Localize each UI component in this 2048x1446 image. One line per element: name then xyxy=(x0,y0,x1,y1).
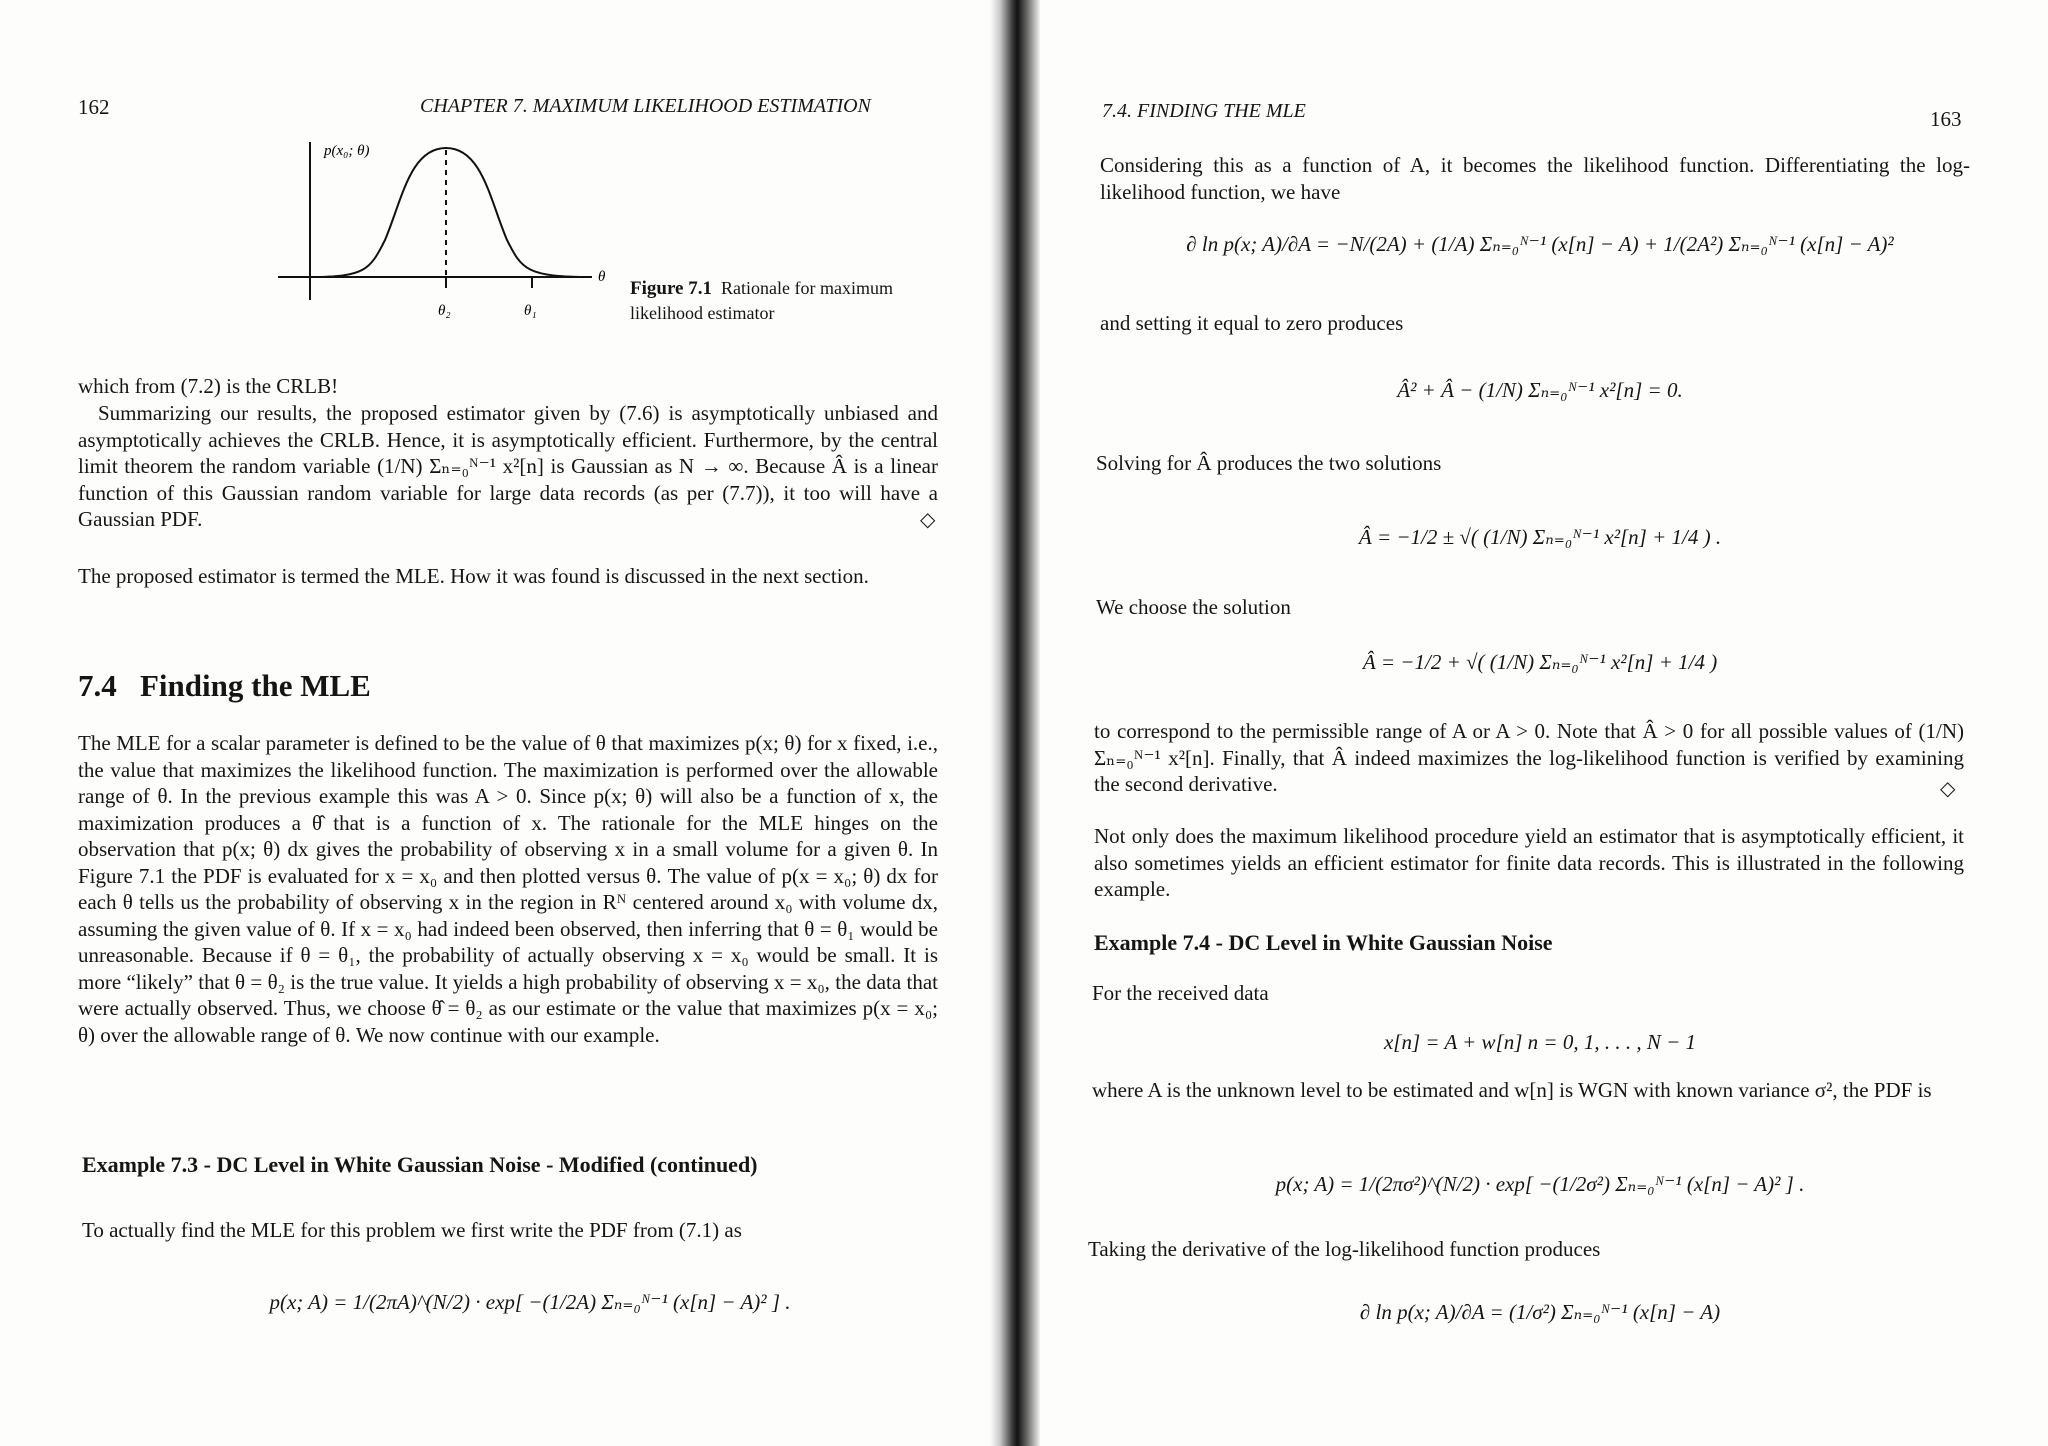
figure-caption-label: Figure 7.1 xyxy=(630,278,712,299)
equation-pdf: p(x; A) = 1/(2πA)^(N/2) · exp[ −(1/2A) Σₙ₌₀ᴺ⁻¹ (x[n] − A)² ] . xyxy=(269,1290,791,1314)
equation-log-derivative: ∂ ln p(x; A)/∂A = −N/(2A) + (1/A) Σₙ₌₀ᴺ⁻¹ (x[n] − A) + 1/(2A²) Σₙ₌₀ᴺ⁻¹ (x[n] − A)² xyxy=(1186,232,1894,256)
section-number: 7.4 xyxy=(78,668,117,703)
equation-chosen-solution: Â = −1/2 + √( (1/N) Σₙ₌₀ᴺ⁻¹ x²[n] + 1/4 ) xyxy=(1362,650,1718,674)
section-title: Finding the MLE xyxy=(140,668,371,703)
running-header: CHAPTER 7. MAXIMUM LIKELIHOOD ESTIMATION xyxy=(420,95,871,117)
pdf-curve xyxy=(310,148,592,277)
equation-pdf-wgn: p(x; A) = 1/(2πσ²)^(N/2) · exp[ −(1/2σ²) Σₙ₌₀ᴺ⁻¹ (x[n] − A)² ] . xyxy=(1275,1172,1805,1196)
page-number: 162 xyxy=(78,95,110,119)
x-axis-label: θ xyxy=(598,269,606,285)
figure-likelihood-plot xyxy=(270,130,610,340)
paragraph-efficient: Not only does the maximum likelihood procedure yield an estimator that is asymptotically efficient, it also sometimes yields an efficient estimator for finite data records. This is illustrated in the following example. xyxy=(1094,824,1964,901)
left-page xyxy=(0,0,990,1446)
paragraph-set-zero: and setting it equal to zero produces xyxy=(1100,311,1404,335)
right-page xyxy=(1010,0,2048,1446)
paragraph-choose: We choose the solution xyxy=(1096,595,1291,619)
equation-derivative-wgn: ∂ ln p(x; A)/∂A = (1/σ²) Σₙ₌₀ᴺ⁻¹ (x[n] − A) xyxy=(1359,1300,1721,1324)
end-of-example-symbol: ◇ xyxy=(920,509,936,531)
paragraph-find-mle: To actually find the MLE for this problem we first write the PDF from (7.1) as xyxy=(82,1218,742,1242)
example-heading: Example 7.3 - DC Level in White Gaussian Noise - Modified (continued) xyxy=(82,1152,758,1177)
paragraph-solving: Solving for Â produces the two solutions xyxy=(1096,451,1442,475)
page-number: 163 xyxy=(1930,107,1962,131)
equation-signal-model: x[n] = A + w[n] n = 0, 1, . . . , N − 1 xyxy=(1383,1030,1697,1054)
section-heading xyxy=(78,668,371,704)
end-of-example-symbol: ◇ xyxy=(1940,778,1956,800)
paragraph-wgn: where A is the unknown level to be estimated and w[n] is WGN with known variance σ², the PDF is xyxy=(1092,1078,1932,1102)
paragraph-received-data: For the received data xyxy=(1092,981,1269,1005)
figure-caption-text: Rationale for maximum likelihood estimator xyxy=(630,278,893,323)
paragraph-permissible-range: to correspond to the permissible range of A or A > 0. Note that Â > 0 for all possible values of (1/N) Σₙ₌₀ᴺ⁻¹ x²[n]. Finally, that Â indeed maximizes the log-likelihood function is verified by examining the second derivative. xyxy=(1094,719,1964,796)
paragraph-crlb: which from (7.2) is the CRLB! xyxy=(78,374,339,398)
tick-label-theta1: θ₁ xyxy=(524,303,537,319)
equation-quadratic: Â² + Â − (1/N) Σₙ₌₀ᴺ⁻¹ x²[n] = 0. xyxy=(1397,378,1683,402)
paragraph-likelihood-function: Considering this as a function of A, it becomes the likelihood function. Differentiating the log-likelihood function, we have xyxy=(1100,153,1970,204)
paragraph-derivative: Taking the derivative of the log-likelihood function produces xyxy=(1088,1237,1601,1261)
paragraph-proposed: The proposed estimator is termed the MLE. How it was found is discussed in the next section. xyxy=(78,564,869,588)
equation-two-solutions: Â = −1/2 ± √( (1/N) Σₙ₌₀ᴺ⁻¹ x²[n] + 1/4 ) . xyxy=(1358,525,1722,549)
paragraph-summary: Summarizing our results, the proposed estimator given by (7.6) is asymptotically unbiased and asymptotically achieves the CRLB. Hence, it is asymptotically efficient. Furthermore, by the central limit theorem the random variable (1/N) Σₙ₌₀ᴺ⁻¹ x²[n] is Gaussian as N → ∞. Because Â is a linear function of this Gaussian random variable for large data records (as per (7.7)), it too will have a Gaussian PDF. xyxy=(78,401,938,531)
paragraph-mle-definition: The MLE for a scalar parameter is defined to be the value of θ that maximizes p(x; θ) for x fixed, i.e., the value that maximizes the likelihood function. The maximization is performed over the allowable range of θ. In the previous example this was A > 0. Since p(x; θ) will also be a function of x, the maximization produces a θ̂ that is a function of x. The rationale for the MLE hinges on the observation that p(x; θ) dx gives the probability of observing x in a small volume for a given θ. In Figure 7.1 the PDF is evaluated for x = x₀ and then plotted versus θ. The value of p(x = x₀; θ) dx for each θ tells us the probability of observing x in the region in Rᴺ centered around x₀ with volume dx, assuming the given value of θ. If x = x₀ had indeed been observed, then inferring that θ = θ₁ would be unreasonable. Because if θ = θ₁, the probability of actually observing x = x₀ would be small. It is more “likely” that θ = θ₂ is the true value. It yields a high probability of observing x = x₀, the data that were actually observed. Thus, we choose θ̂ = θ₂ as our estimate or the value that maximizes p(x = x₀; θ) over the allowable range of θ. We now continue with our example. xyxy=(78,731,938,1047)
running-header: 7.4. FINDING THE MLE xyxy=(1102,100,1306,122)
y-axis-label: p(x₀; θ) xyxy=(324,143,370,159)
figure-caption xyxy=(630,276,940,325)
tick-label-theta2: θ₂ xyxy=(438,303,451,319)
example-heading: Example 7.4 - DC Level in White Gaussian Noise xyxy=(1094,930,1553,955)
